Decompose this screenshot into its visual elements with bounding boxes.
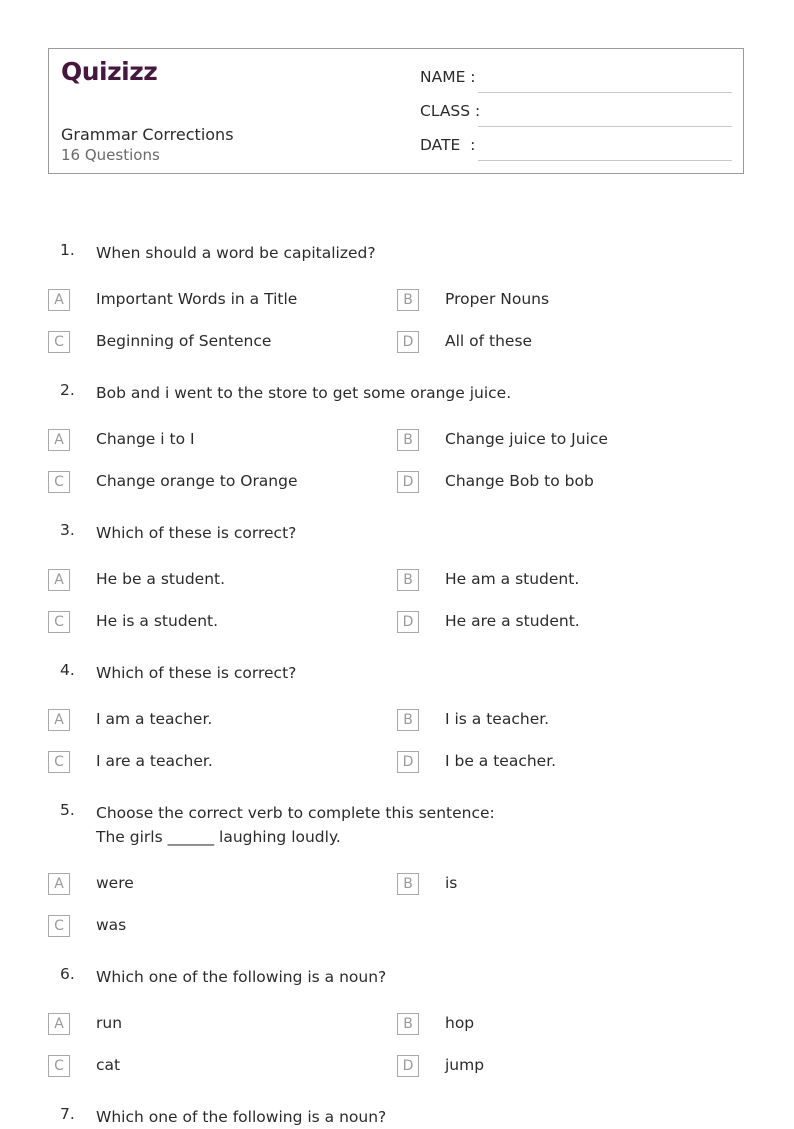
- class-field[interactable]: [420, 102, 732, 124]
- worksheet-header: [48, 48, 744, 174]
- date-label: DATE :: [420, 136, 476, 154]
- option-text: run: [96, 1014, 123, 1032]
- name-field[interactable]: [420, 68, 732, 90]
- quizizz-logo: Quizizz: [61, 57, 158, 86]
- question-number: 2.: [60, 381, 75, 399]
- option-text: Proper Nouns: [445, 290, 550, 308]
- option-letter-box[interactable]: C: [48, 331, 70, 353]
- question-text: Choose the correct verb to complete this sentence: The girls ______ laughing loudly.: [96, 804, 495, 846]
- option-text: Beginning of Sentence: [96, 332, 272, 350]
- question-count: 16 Questions: [61, 146, 160, 164]
- option-text: I be a teacher.: [445, 752, 557, 770]
- question-number: 7.: [60, 1105, 75, 1123]
- option-letter-box[interactable]: C: [48, 1055, 70, 1077]
- name-line[interactable]: [478, 92, 732, 93]
- option-letter-box[interactable]: C: [48, 611, 70, 633]
- option-text: Change Bob to bob: [445, 472, 594, 490]
- name-label: NAME :: [420, 68, 476, 86]
- question-number: 3.: [60, 521, 75, 539]
- option-letter-box[interactable]: B: [397, 873, 419, 895]
- option-text: He is a student.: [96, 612, 219, 630]
- option-letter-box[interactable]: B: [397, 1013, 419, 1035]
- option-text: Change juice to Juice: [445, 430, 608, 448]
- option-letter-box[interactable]: A: [48, 569, 70, 591]
- option-letter-box[interactable]: D: [397, 471, 419, 493]
- question-text: Which of these is correct?: [96, 524, 297, 542]
- worksheet-title: Grammar Corrections: [61, 125, 234, 144]
- class-label: CLASS :: [420, 102, 481, 120]
- option-text: I am a teacher.: [96, 710, 213, 728]
- option-letter-box[interactable]: A: [48, 873, 70, 895]
- option-letter-box[interactable]: C: [48, 751, 70, 773]
- class-line[interactable]: [478, 126, 732, 127]
- option-letter-box[interactable]: A: [48, 709, 70, 731]
- option-letter-box[interactable]: B: [397, 289, 419, 311]
- question-text: Which of these is correct?: [96, 664, 297, 682]
- question-text: Which one of the following is a noun?: [96, 1108, 387, 1126]
- option-letter-box[interactable]: A: [48, 429, 70, 451]
- option-letter-box[interactable]: D: [397, 331, 419, 353]
- option-text: He are a student.: [445, 612, 580, 630]
- option-text: All of these: [445, 332, 533, 350]
- option-text: Change orange to Orange: [96, 472, 298, 490]
- question-text: Which one of the following is a noun?: [96, 968, 387, 986]
- option-text: jump: [445, 1056, 485, 1074]
- option-letter-box[interactable]: B: [397, 709, 419, 731]
- option-text: Change i to I: [96, 430, 195, 448]
- option-text: I are a teacher.: [96, 752, 213, 770]
- option-text: is: [445, 874, 458, 892]
- option-text: He am a student.: [445, 570, 580, 588]
- option-text: Important Words in a Title: [96, 290, 298, 308]
- option-letter-box[interactable]: D: [397, 751, 419, 773]
- option-letter-box[interactable]: A: [48, 289, 70, 311]
- option-text: cat: [96, 1056, 121, 1074]
- option-letter-box[interactable]: B: [397, 429, 419, 451]
- option-text: I is a teacher.: [445, 710, 550, 728]
- question-number: 1.: [60, 241, 75, 259]
- option-text: He be a student.: [96, 570, 226, 588]
- option-text: was: [96, 916, 127, 934]
- question-number: 5.: [60, 801, 75, 819]
- option-text: were: [96, 874, 134, 892]
- question-number: 4.: [60, 661, 75, 679]
- option-text: hop: [445, 1014, 475, 1032]
- option-letter-box[interactable]: D: [397, 1055, 419, 1077]
- option-letter-box[interactable]: D: [397, 611, 419, 633]
- question-text: When should a word be capitalized?: [96, 244, 376, 262]
- question-number: 6.: [60, 965, 75, 983]
- date-line[interactable]: [478, 160, 732, 161]
- option-letter-box[interactable]: B: [397, 569, 419, 591]
- date-field[interactable]: [420, 136, 732, 158]
- option-letter-box[interactable]: A: [48, 1013, 70, 1035]
- option-letter-box[interactable]: C: [48, 915, 70, 937]
- question-text: Bob and i went to the store to get some orange juice.: [96, 384, 512, 402]
- option-letter-box[interactable]: C: [48, 471, 70, 493]
